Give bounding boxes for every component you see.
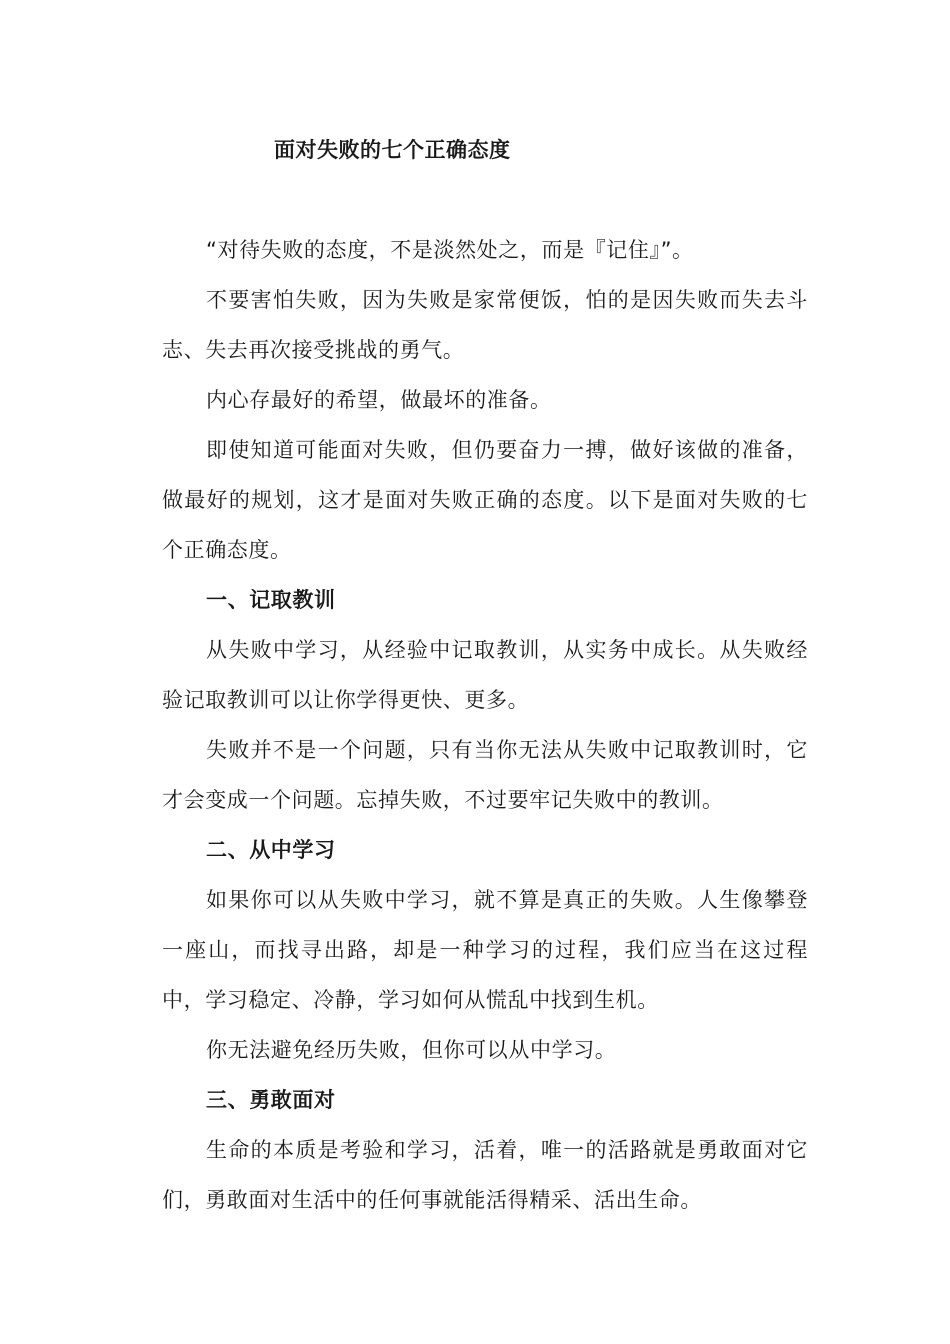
document-body	[162, 225, 808, 1225]
paragraph: 如果你可以从失败中学习，就不算是真正的失败。人生像攀登一座山，而找寻出路，却是一种学习的过程，我们应当在这过程中，学习稳定、冷静，学习如何从慌乱中找到生机。	[162, 888, 808, 1012]
paragraph: 不要害怕失败，因为失败是家常便饭，怕的是因失败而失去斗志、失去再次接受挑战的勇气。	[162, 288, 808, 362]
paragraph: 从失败中学习，从经验中记取教训，从实务中成长。从失败经验记取教训可以让你学得更快、更多。	[162, 638, 808, 712]
paragraph: 失败并不是一个问题，只有当你无法从失败中记取教训时，它才会变成一个问题。忘掉失败，不过要牢记失败中的教训。	[162, 738, 808, 812]
section-heading: 一、记取教训	[206, 588, 336, 612]
section-heading: 三、勇敢面对	[206, 1088, 336, 1112]
paragraph: 你无法避免经历失败，但你可以从中学习。	[206, 1038, 617, 1062]
section-heading: 二、从中学习	[206, 838, 336, 862]
document-title: 面对失败的七个正确态度	[274, 138, 511, 162]
paragraph: 即使知道可能面对失败，但仍要奋力一搏，做好该做的准备，做最好的规划，这才是面对失败正确的态度。以下是面对失败的七个正确态度。	[162, 438, 808, 562]
paragraph: 内心存最好的希望，做最坏的准备。	[206, 388, 552, 412]
paragraph: “对待失败的态度，不是淡然处之，而是『记住』”。	[206, 238, 694, 262]
paragraph: 生命的本质是考验和学习，活着，唯一的活路就是勇敢面对它们，勇敢面对生活中的任何事就能活得精采、活出生命。	[162, 1138, 808, 1212]
